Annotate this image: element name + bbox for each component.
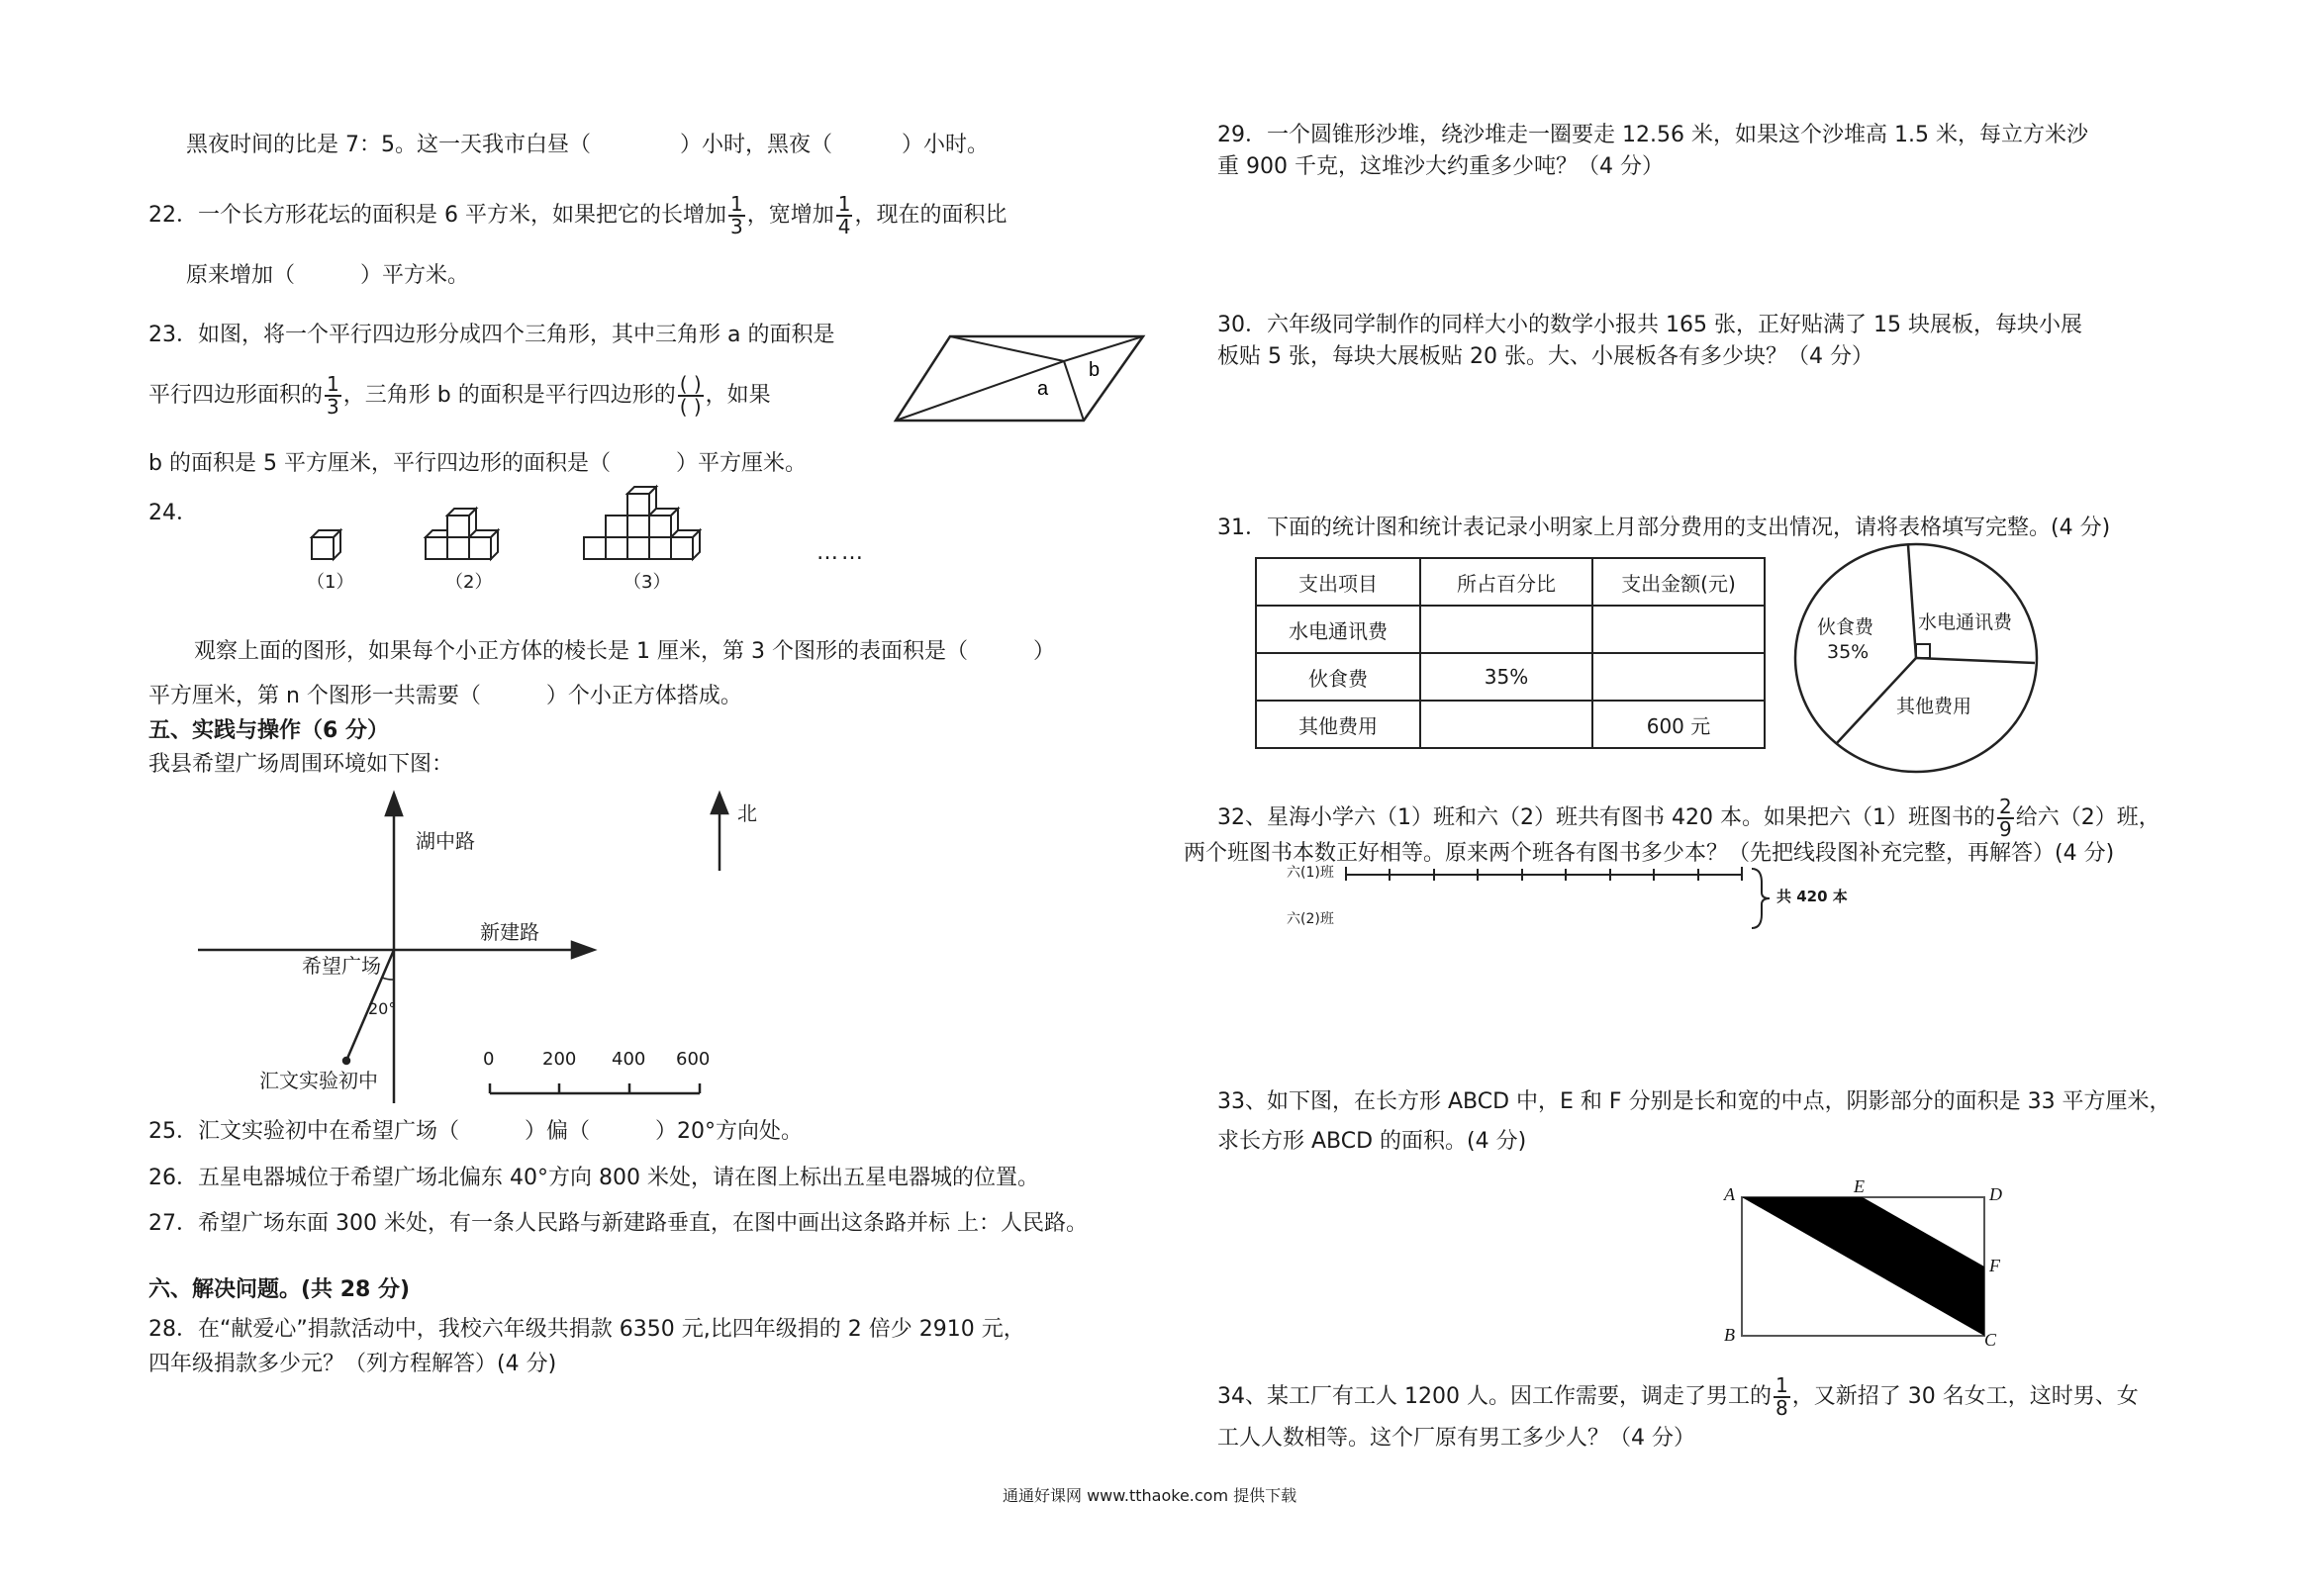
table-cell: [1420, 701, 1592, 748]
frac-denominator: 3: [729, 215, 743, 238]
q34-prefix: 34、某工厂有工人 1200 人。因工作需要，调走了男工的: [1217, 1384, 1772, 1409]
q30-line2: 板贴 5 张，每块大展板贴 20 张。大、小展板各有多少块？（4 分）: [1217, 344, 1873, 369]
q23-prefix: 平行四边形面积的: [148, 383, 324, 408]
q34-fraction: [1774, 1375, 1790, 1419]
pie-label-other: 其他费用: [1896, 696, 1972, 717]
scale-600: 600: [676, 1049, 711, 1070]
q24-text2: 平方厘米，第 n 个图形一共需要（ ）个小正方体搭成。: [148, 684, 742, 708]
vertex-e-label: E: [1854, 1176, 1865, 1196]
q23-line3: b 的面积是 5 平方厘米，平行四边形的面积是（ ）平方厘米。: [148, 451, 807, 476]
q29-line2: 重 900 千克，这堆沙大约重多少吨？（4 分）: [1217, 154, 1664, 179]
segment-label-class1: 六(1)班: [1287, 865, 1334, 881]
q24-number: 24．: [148, 501, 198, 525]
segment-total-label: 共 420 本: [1776, 888, 1848, 905]
frac-denominator: 9: [1998, 817, 2012, 841]
q21-part3: ）小时。: [902, 133, 990, 157]
map-center-square: 希望广场: [302, 954, 381, 978]
segment-label-class2: 六(2)班: [1287, 911, 1334, 927]
vertex-f-label: F: [1989, 1256, 2000, 1275]
table-cell: 水电通讯费: [1256, 606, 1420, 653]
table-row: [1256, 653, 1765, 701]
table-header: 支出项目: [1256, 558, 1420, 606]
table-header-row: [1256, 558, 1765, 606]
table-cell: [1420, 606, 1592, 653]
q23-line2: [148, 374, 771, 418]
q25: 25．汇文实验初中在希望广场（ ）偏（ ）20°方向处。: [148, 1119, 803, 1144]
q22-fraction-1: [728, 194, 745, 237]
frac-denominator: ( ): [679, 395, 702, 419]
vertex-d-label: D: [1989, 1184, 2002, 1204]
vertex-b-label: B: [1724, 1325, 1735, 1345]
triangle-b-label: b: [1089, 359, 1101, 381]
q33-line1: 33、如下图，在长方形 ABCD 中，E 和 F 分别是长和宽的中点，阴影部分的面积是 33 平方厘米，: [1217, 1089, 2171, 1114]
map-road-xinjian: 新建路: [480, 920, 539, 944]
footer-credit: 通通好课网 www.tthaoke.com 提供下载: [1003, 1486, 1297, 1505]
table-cell: 35%: [1420, 653, 1592, 701]
frac-numerator: 1: [1775, 1373, 1788, 1397]
cube-stacks-figure: [297, 483, 713, 562]
rectangle-abcd-figure: [1722, 1176, 2002, 1351]
q34-line2: 工人人数相等。这个厂原有男工多少人？（4 分）: [1217, 1426, 1695, 1451]
q31: 31．下面的统计图和统计表记录小明家上月部分费用的支出情况，请将表格填写完整。(4 分): [1217, 516, 2111, 540]
q21-part1: 黑夜时间的比是 7：5。这一天我市白昼（: [186, 133, 591, 157]
pie-label-utility: 水电通讯费: [1918, 611, 2013, 633]
q23-fraction-2: [678, 374, 704, 418]
q32-fraction: [1997, 797, 2014, 840]
q22-suffix: ，现在的面积比: [854, 203, 1008, 228]
q32-suffix: 给六（2）班，: [2015, 805, 2160, 830]
q23-mid: ，三角形 b 的面积是平行四边形的: [342, 383, 676, 408]
vertex-a-label: A: [1724, 1184, 1735, 1204]
cube-label-2: （2）: [445, 572, 493, 593]
q33-line2: 求长方形 ABCD 的面积。(4 分): [1217, 1129, 1527, 1154]
frac-denominator: 8: [1775, 1396, 1788, 1420]
table-cell: 其他费用: [1256, 701, 1420, 748]
q28-line2: 四年级捐款多少元？（列方程解答）(4 分): [148, 1352, 557, 1376]
parallelogram-figure: [891, 331, 1148, 430]
q29-line1: 29．一个圆锥形沙堆，绕沙堆走一圈要走 12.56 米，如果这个沙堆高 1.5 米，每立方米沙: [1217, 123, 2088, 147]
q34-suffix: ，又新招了 30 名女工，这时男、女: [1791, 1384, 2139, 1409]
q22-line2: 原来增加（ ）平方米。: [186, 263, 470, 288]
frac-numerator: 1: [327, 372, 339, 396]
q22-prefix: 22．一个长方形花坛的面积是 6 平方米，如果把它的长增加: [148, 203, 726, 228]
table-row: [1256, 701, 1765, 748]
table-header: 所占百分比: [1420, 558, 1592, 606]
table-cell: 伙食费: [1256, 653, 1420, 701]
frac-numerator: 1: [837, 192, 851, 216]
frac-numerator: 2: [1998, 795, 2012, 818]
map-road-huzhong: 湖中路: [416, 829, 475, 853]
q23-fraction-1: [325, 374, 341, 418]
q28-line1: 28．在“献爱心”捐款活动中，我校六年级共捐款 6350 元,比四年级捐的 2 倍少 2910 元，: [148, 1317, 1025, 1342]
table-cell: 600 元: [1592, 701, 1765, 748]
map-north-label: 北: [737, 801, 757, 825]
q21-continuation: [186, 135, 989, 156]
scale-400: 400: [612, 1049, 646, 1070]
frac-numerator: ( ): [679, 372, 702, 396]
pie-label-food: 伙食费: [1817, 616, 1874, 638]
q23-suffix: ，如果: [705, 383, 771, 408]
cube-label-3: （3）: [624, 572, 671, 593]
map-school: 汇文实验初中: [259, 1069, 378, 1092]
pie-label-food-pct: 35%: [1827, 641, 1870, 663]
triangle-a-label: a: [1037, 378, 1049, 400]
vertex-c-label: C: [1984, 1330, 1997, 1350]
q22-line1: [148, 194, 1007, 237]
q22-fraction-2: [836, 194, 853, 237]
frac-denominator: 4: [837, 215, 851, 238]
frac-numerator: 1: [729, 192, 743, 216]
scale-0: 0: [483, 1049, 495, 1070]
section-6-heading: 六、解决问题。(共 28 分): [148, 1277, 411, 1302]
table-cell: [1592, 606, 1765, 653]
expense-table: [1255, 557, 1766, 749]
table-header: 支出金额(元): [1592, 558, 1765, 606]
q22-mid: ，宽增加: [746, 203, 834, 228]
table-cell: [1592, 653, 1765, 701]
q32-line2: 两个班图书本数正好相等。原来两个班各有图书多少本？（先把线段图补充完整，再解答）(4 分): [1184, 841, 2115, 866]
table-row: [1256, 606, 1765, 653]
section-5-heading: 五、实践与操作（6 分）: [148, 718, 389, 743]
q26: 26．五星电器城位于希望广场北偏东 40°方向 800 米处，请在图上标出五星电器城的位置。: [148, 1166, 1039, 1190]
q32-line1: [1217, 797, 2160, 840]
q27: 27．希望广场东面 300 米处，有一条人民路与新建路垂直，在图中画出这条路并标 上：人民路。: [148, 1211, 1088, 1236]
q34-line1: [1217, 1375, 2139, 1419]
scale-200: 200: [542, 1049, 577, 1070]
q32-prefix: 32、星海小学六（1）班和六（2）班共有图书 420 本。如果把六（1）班图书的: [1217, 805, 1995, 830]
cube-ellipsis: ……: [816, 540, 866, 565]
line-segment-diagram: [1336, 863, 1772, 932]
section-5-intro: 我县希望广场周围环境如下图：: [148, 752, 454, 777]
map-angle-label: 20°: [368, 999, 397, 1018]
q21-part2: ）小时，黑夜（: [680, 133, 833, 157]
frac-denominator: 3: [327, 395, 339, 419]
q30-line1: 30．六年级同学制作的同样大小的数学小报共 165 张，正好贴满了 15 块展板，每块小展: [1217, 313, 2082, 337]
q23-line1: 23．如图，将一个平行四边形分成四个三角形，其中三角形 a 的面积是: [148, 323, 835, 347]
q24-text1: 观察上面的图形，如果每个小正方体的棱长是 1 厘米，第 3 个图形的表面积是（ ）: [194, 639, 1055, 664]
cube-label-1: （1）: [307, 572, 354, 593]
